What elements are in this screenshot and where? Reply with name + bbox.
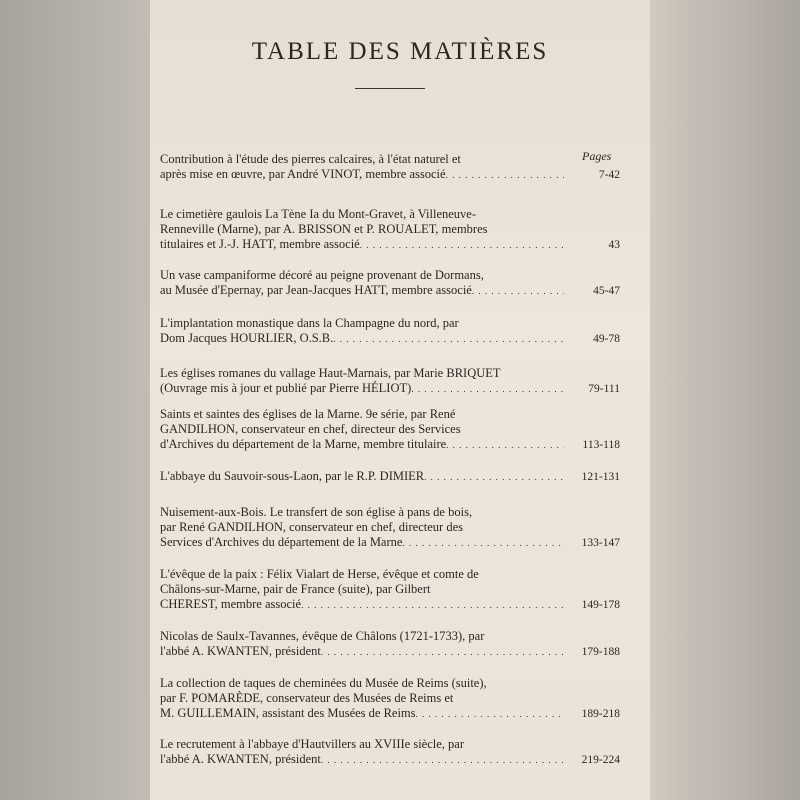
toc-entry-line bbox=[160, 316, 620, 331]
toc-entry-last-line bbox=[160, 331, 620, 347]
page-number: 189-218 bbox=[581, 708, 620, 720]
toc-entry-line bbox=[160, 152, 620, 167]
toc-entry-line bbox=[160, 407, 620, 422]
toc-entry-line bbox=[160, 268, 620, 283]
toc-entry-line bbox=[160, 676, 620, 691]
toc-entry-text: Contribution à l'étude des pierres calcaires, à l'état naturel et bbox=[160, 152, 461, 166]
page-number: 113-118 bbox=[582, 439, 620, 451]
page-number: 149-178 bbox=[581, 599, 620, 611]
toc-entry-text: l'abbé A. KWANTEN, président bbox=[160, 644, 321, 658]
toc-entry-text: Châlons-sur-Marne, pair de France (suite), par Gilbert bbox=[160, 582, 431, 596]
left-background bbox=[0, 0, 150, 800]
toc-entry-last-line bbox=[160, 644, 620, 660]
dot-leader bbox=[402, 535, 564, 551]
page-number: 7-42 bbox=[598, 169, 620, 181]
toc-entry-text: CHEREST, membre associé bbox=[160, 597, 302, 611]
toc-entry-line bbox=[160, 520, 620, 535]
toc-entry-text: d'Archives du département de la Marne, membre titulaire bbox=[160, 437, 447, 451]
toc-entry-line bbox=[160, 366, 620, 381]
toc-entry-text: L'évêque de la paix : Félix Vialart de Herse, évêque et comte de bbox=[160, 567, 479, 581]
toc-entry bbox=[160, 505, 620, 551]
toc-entry bbox=[160, 469, 620, 485]
dot-leader bbox=[411, 381, 564, 397]
toc-entry-last-line bbox=[160, 381, 620, 397]
page-number: 121-131 bbox=[581, 471, 620, 483]
toc-entry-line bbox=[160, 207, 620, 222]
page-number: 133-147 bbox=[581, 537, 620, 549]
dot-leader bbox=[416, 706, 564, 722]
toc-entry-text: titulaires et J.-J. HATT, membre associé bbox=[160, 237, 360, 251]
dot-leader bbox=[446, 167, 564, 183]
toc-entry-text: Nuisement-aux-Bois. Le transfert de son église à pans de bois, bbox=[160, 505, 473, 519]
toc-entry-line bbox=[160, 582, 620, 597]
toc-entry-text: L'implantation monastique dans la Champagne du nord, par bbox=[160, 316, 459, 330]
page-number: 43 bbox=[608, 239, 620, 251]
toc-entry-line bbox=[160, 505, 620, 520]
page-number: 79-111 bbox=[588, 383, 620, 395]
toc-entry bbox=[160, 407, 620, 453]
toc-entry bbox=[160, 629, 620, 660]
toc-entry-last-line bbox=[160, 167, 620, 183]
book-page bbox=[150, 0, 650, 800]
toc-entry-text: Le recrutement à l'abbaye d'Hautvillers au XVIIIe siècle, par bbox=[160, 737, 465, 751]
toc-entry-text: L'abbaye du Sauvoir-sous-Laon, par le R.P. DIMIER bbox=[160, 469, 425, 483]
toc-entry bbox=[160, 207, 620, 253]
page-number: 49-78 bbox=[593, 333, 620, 345]
toc-entry-text: La collection de taques de cheminées du Musée de Reims (suite), bbox=[160, 676, 487, 690]
toc-entry-line bbox=[160, 691, 620, 706]
toc-entry-last-line bbox=[160, 597, 620, 613]
toc-entry-line bbox=[160, 567, 620, 582]
toc-entry-line bbox=[160, 629, 620, 644]
page-number: 219-224 bbox=[581, 754, 620, 766]
dot-leader bbox=[424, 469, 564, 485]
toc-entry bbox=[160, 268, 620, 299]
toc-entry-last-line bbox=[160, 535, 620, 551]
toc-entry bbox=[160, 567, 620, 613]
toc-entry bbox=[160, 737, 620, 768]
toc-entry-text: Les églises romanes du vallage Haut-Marnais, par Marie BRIQUET bbox=[160, 366, 501, 380]
page-number: 45-47 bbox=[593, 285, 620, 297]
dot-leader bbox=[321, 752, 564, 768]
toc-entry-line bbox=[160, 422, 620, 437]
page-title: TABLE DES MATIÈRES bbox=[251, 38, 549, 65]
right-background bbox=[650, 0, 800, 800]
toc-entry bbox=[160, 366, 620, 397]
page-number: 179-188 bbox=[581, 646, 620, 658]
toc-entry bbox=[160, 676, 620, 722]
toc-entry-text: Services d'Archives du département de la Marne bbox=[160, 535, 403, 549]
dot-leader bbox=[301, 597, 564, 613]
toc-entry-text: Dom Jacques HOURLIER, O.S.B. bbox=[160, 331, 334, 345]
dot-leader bbox=[333, 331, 564, 347]
toc-entry-text: Renneville (Marne), par A. BRISSON et P. ROUALET, membres bbox=[160, 222, 488, 236]
toc-entry-last-line bbox=[160, 752, 620, 768]
toc-entry-text: l'abbé A. KWANTEN, président bbox=[160, 752, 321, 766]
toc-entry-text: GANDILHON, conservateur en chef, directeur des Services bbox=[160, 422, 461, 436]
dot-leader bbox=[360, 237, 564, 253]
toc-entry-text: Nicolas de Saulx-Tavannes, évêque de Châlons (1721-1733), par bbox=[160, 629, 485, 643]
pages-column-header: Pages bbox=[582, 149, 612, 163]
toc-entry bbox=[160, 316, 620, 347]
title-rule bbox=[355, 88, 425, 89]
toc-entry-last-line bbox=[160, 237, 620, 253]
toc-entry-text: au Musée d'Epernay, par Jean-Jacques HATT, membre associé bbox=[160, 283, 472, 297]
toc-entry-text: (Ouvrage mis à jour et publié par Pierre HÉLIOT) bbox=[160, 381, 412, 395]
toc-entry-last-line bbox=[160, 706, 620, 722]
dot-leader bbox=[472, 283, 564, 299]
toc-entry-line bbox=[160, 737, 620, 752]
toc-entry-text: Saints et saintes des églises de la Marne. 9e série, par René bbox=[160, 407, 456, 421]
toc-entry bbox=[160, 152, 620, 183]
toc-entry-last-line bbox=[160, 437, 620, 453]
toc-entry-text: M. GUILLEMAIN, assistant des Musées de Reims bbox=[160, 706, 416, 720]
toc-entry-text: par F. POMARÈDE, conservateur des Musées de Reims et bbox=[160, 691, 454, 705]
toc-entry-last-line bbox=[160, 283, 620, 299]
toc-entry-text: après mise en œuvre, par André VINOT, membre associé bbox=[160, 167, 446, 181]
toc-entry-line bbox=[160, 222, 620, 237]
toc-entry-text: par René GANDILHON, conservateur en chef, directeur des bbox=[160, 520, 463, 534]
toc-entry-text: Un vase campaniforme décoré au peigne provenant de Dormans, bbox=[160, 268, 484, 282]
toc-entry-last-line bbox=[160, 469, 620, 485]
dot-leader bbox=[446, 437, 564, 453]
toc-entry-text: Le cimetière gaulois La Tène Ia du Mont-Gravet, à Villeneuve- bbox=[160, 207, 477, 221]
dot-leader bbox=[321, 644, 564, 660]
